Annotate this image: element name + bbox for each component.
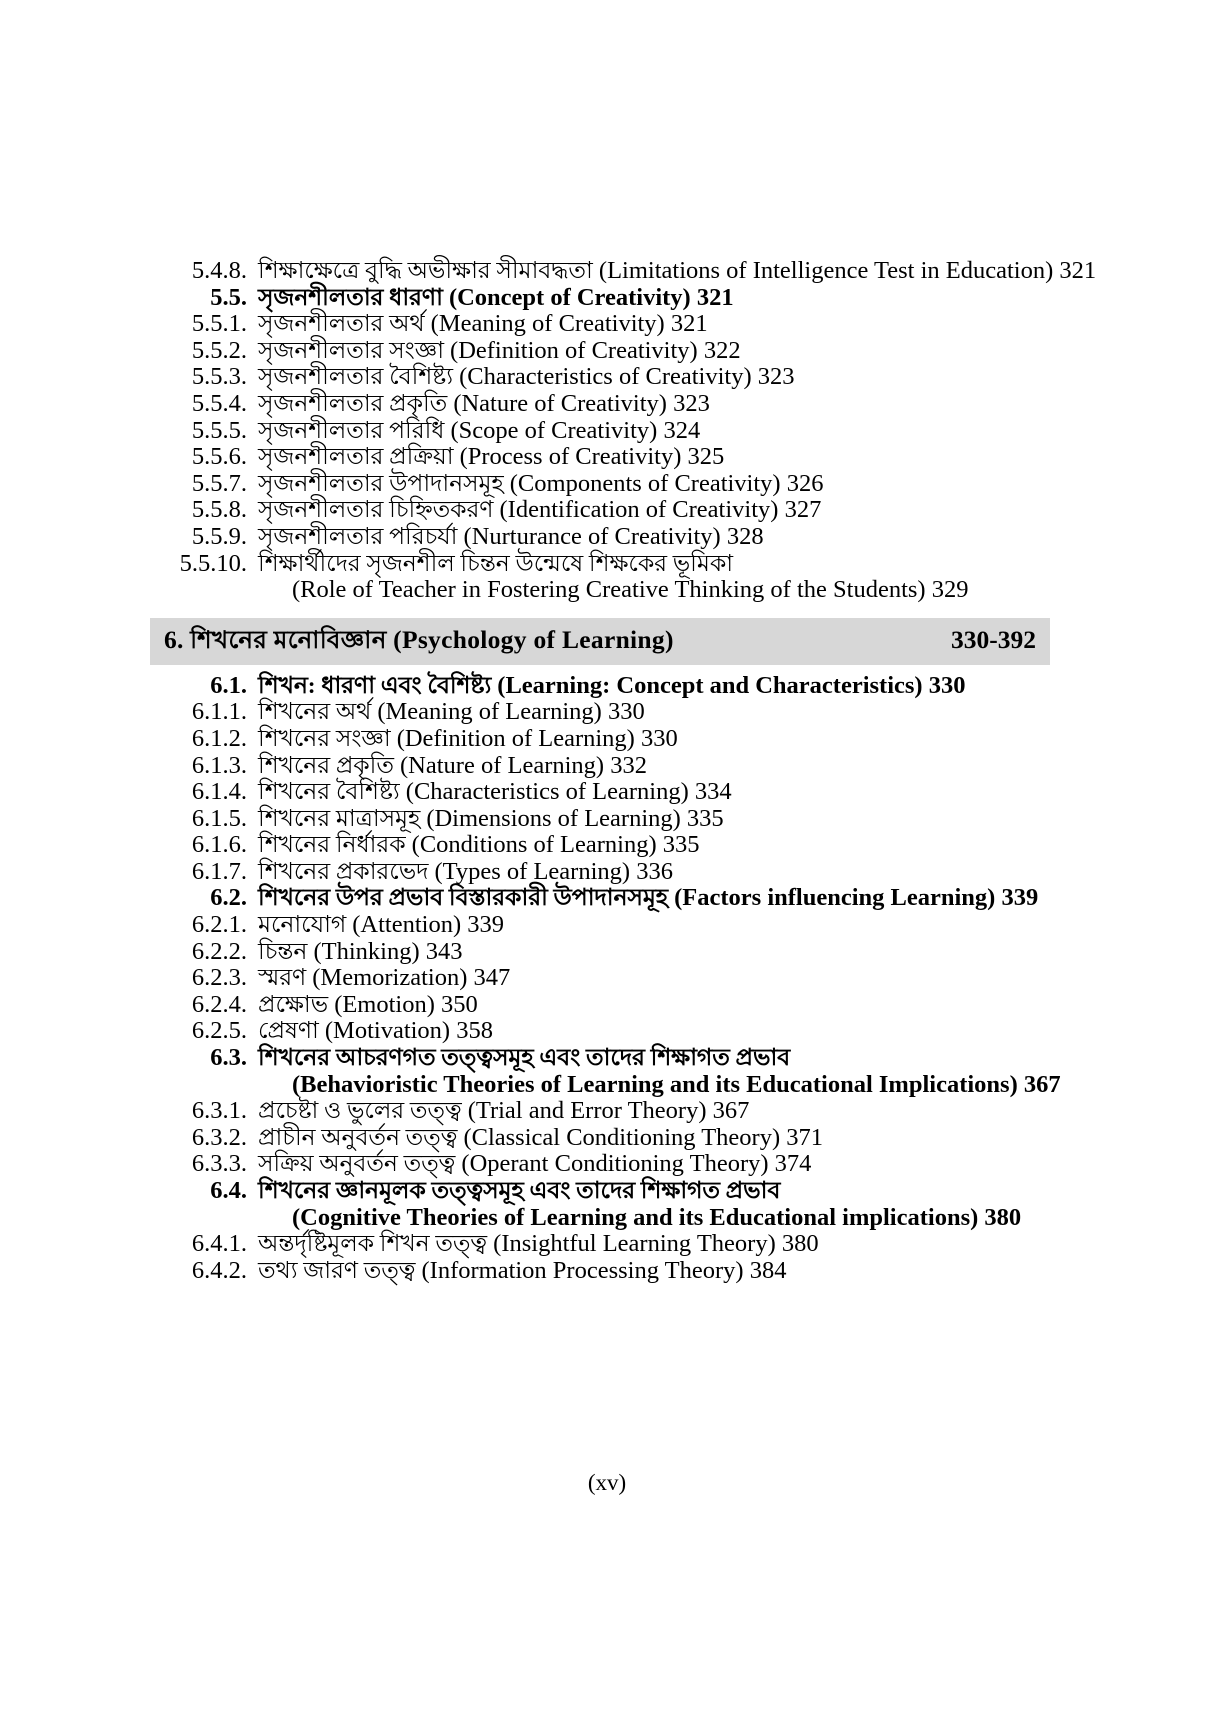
toc-entry-text [258,779,1060,806]
toc-entry-page: 335 [686,804,724,832]
toc-entry-number: 6.4.2. [191,1256,247,1284]
toc-entry-number: 5.4.8. [191,257,247,284]
toc-entry [150,699,1060,726]
toc-entry-number: 6.2.2. [191,937,247,965]
toc-entry-bengali: শিখনের প্রকারভেদ [258,858,429,885]
toc-entry-continuation [150,577,1060,604]
toc-entry-text [258,258,1096,285]
toc-entry-bengali: শিখনের উপর প্রভাব বিস্তারকারী উপাদানসমূহ [258,885,669,912]
toc-entry [150,311,1060,338]
toc-entry-english: (Motivation) [324,1017,451,1045]
toc-entry-bengali: প্রক্ষোভ [258,991,329,1018]
toc-entry-page: 339 [1001,884,1039,912]
toc-entry-number: 5.5.4. [191,389,247,417]
toc-entry-bengali: অন্তর্দৃষ্টিমূলক শিখন তত্ত্ব [258,1231,488,1258]
toc-entry-english: (Emotion) [334,990,435,1018]
toc-entry-page: 367 [712,1097,750,1125]
toc-entry-english: (Dimensions of Learning) [426,804,681,832]
toc-entry-text [258,524,1060,551]
toc-entry [150,1125,1060,1152]
toc-entry-text [258,551,1060,578]
toc-entry-group-chapter6 [150,673,1060,1285]
toc-entry-english: (Classical Conditioning Theory) [463,1123,781,1151]
toc-entry-bengali: স্মরণ [258,965,307,992]
toc-entry-text [258,965,1060,992]
toc-entry-number: 5.5.3. [191,363,247,391]
toc-entry-bengali: শিখনের সংজ্ঞা [258,725,391,752]
toc-entry-english: (Components of Creativity) [509,469,781,497]
toc-entry-text [258,992,1060,1019]
toc-entry [150,939,1060,966]
toc-entry-english: (Learning: Concept and Characteristics) [497,671,923,699]
toc-entry-english: (Nature of Learning) [400,751,605,779]
toc-entry-number: 6.2.3. [191,964,247,992]
toc-entry-bengali: সৃজনশীলতার পরিধি [258,417,445,444]
toc-entry-number: 5.5. [210,283,247,311]
toc-entry-text [258,912,1060,939]
toc-entry-page: 321 [1059,257,1097,284]
toc-entry-page: 323 [757,363,795,391]
toc-entry [150,992,1060,1019]
toc-entry-english: (Process of Creativity) [459,443,682,471]
toc-entry [150,551,1060,578]
toc-entry [150,1045,1060,1072]
toc-entry-text [258,1178,1060,1205]
toc-entry-english: (Insightful Learning Theory) [493,1230,776,1258]
toc-entry-text [258,391,1060,418]
toc-entry-number: 6.3.2. [191,1123,247,1151]
toc-entry-page: 330 [607,698,645,726]
toc-entry-text [258,497,1060,524]
toc-entry-number: 5.5.6. [191,443,247,471]
toc-entry [150,726,1060,753]
toc-entry-page: 325 [687,443,725,471]
toc-entry-bengali: শিখনের অর্থ [258,699,372,726]
toc-entry [150,471,1060,498]
toc-entry-page: 350 [441,990,478,1018]
toc-entry-number: 6.4.1. [191,1230,247,1258]
toc-entry-text [258,471,1060,498]
toc-entry-text [258,285,1060,312]
toc-entry [150,497,1060,524]
toc-entry-number: 6.3. [210,1044,247,1072]
toc-entry-number: 5.5.1. [191,310,247,338]
toc-entry-number: 6.1.4. [191,778,247,806]
toc-entry-bengali: সৃজনশীলতার প্রকৃতি [258,390,448,417]
toc-entry [150,1258,1060,1285]
toc-entry-english: (Concept of Creativity) [448,283,691,311]
toc-entry-page: 324 [663,416,701,444]
toc-entry-text [258,806,1060,833]
toc-entry-continuation-spacer [150,1072,258,1099]
toc-entry-number: 6.1.2. [191,724,247,752]
toc-entry-bengali: সৃজনশীলতার সংজ্ঞা [258,337,444,364]
toc-entry-bengali: প্রেষণা [258,1018,319,1045]
toc-entry-page: 371 [786,1123,823,1151]
toc-entry-english: (Identification of Creativity) [499,496,779,524]
toc-entry-continuation-text: (Behavioristic Theories of Learning and its Educational Implications) 367 [292,1070,1061,1098]
toc-entry [150,1018,1060,1045]
toc-entry-page: 358 [456,1017,493,1045]
toc-entry-english: (Characteristics of Learning) [405,778,689,806]
toc-entry [150,885,1060,912]
toc-entry-bengali: প্রাচীন অনুবর্তন তত্ত্ব [258,1124,458,1151]
toc-entry-bengali: শিখনের বৈশিষ্ট্য [258,779,400,806]
chapter-heading-title [164,625,674,656]
toc-entry-page: 380 [781,1230,819,1258]
toc-entry-page: 321 [670,310,708,338]
toc-entry-text [258,885,1060,912]
chapter-title-bengali: শিখনের মনোবিজ্ঞান [190,626,387,654]
toc-entry-number: 5.5.8. [191,496,247,524]
toc-entry-bengali: সৃজনশীলতার বৈশিষ্ট্য [258,364,453,391]
toc-entry-english: (Meaning of Learning) [377,698,602,726]
toc-entry [150,444,1060,471]
toc-entry-number: 6.3.1. [191,1097,247,1125]
toc-entry-bengali: শিখনের জ্ঞানমূলক তত্ত্বসমূহ এবং তাদের শিক্ষাগত প্রভাব [258,1178,781,1204]
toc-entry-page: 374 [774,1150,812,1178]
toc-entry-bengali: শিখনের প্রকৃতি [258,752,394,779]
toc-entry-page: 343 [425,937,463,965]
toc-entry-bengali: শিখনের মাত্রাসমূহ [258,805,421,832]
toc-entry-number: 6.1.7. [191,857,247,885]
toc-entry-english: (Factors influencing Learning) [674,884,996,912]
toc-entry-text [258,1258,1060,1285]
toc-entry [150,806,1060,833]
toc-entry-page: 328 [726,522,764,550]
toc-entry-continuation [150,1205,1060,1232]
toc-entry-text [258,753,1060,780]
toc-entry-bengali: শিখনের আচরণগত তত্ত্বসমূহ এবং তাদের শিক্ষাগত প্রভাব [258,1045,791,1072]
toc-entry-bengali: শিখন: ধারণা এবং বৈশিষ্ট্য [258,672,492,699]
toc-entry-bengali: সৃজনশীলতার উপাদানসমূহ [258,470,504,497]
toc-entry-page: 347 [473,964,511,992]
toc-entry [150,832,1060,859]
toc-entry-text [258,939,1060,966]
toc-entry-page: 321 [696,283,734,311]
toc-entry-text [258,311,1060,338]
toc-entry-number: 6.2.5. [191,1017,247,1045]
toc-entry-text [258,444,1060,471]
toc-entry-english: (Attention) [352,911,462,939]
toc-entry-continuation-text: (Role of Teacher in Fostering Creative Thinking of the Students) 329 [292,576,969,604]
toc-entry [150,285,1060,312]
page-folio: (xv) [587,1470,627,1495]
toc-entry-english: (Operant Conditioning Theory) [461,1150,769,1178]
toc-entry-number: 6.3.3. [191,1150,247,1178]
toc-entry-bengali: প্রচেষ্টা ও ভুলের তত্ত্ব [258,1098,462,1125]
toc-entry-english: (Limitations of Intelligence Test in Education) [598,257,1054,284]
chapter-number: 6. [164,624,184,654]
toc-entry [150,1231,1060,1258]
toc-entry [150,364,1060,391]
toc-entry-page: 336 [636,857,673,885]
toc-entry-bengali: মনোযোগ [258,912,347,939]
toc-entry [150,779,1060,806]
toc-entry [150,1151,1060,1178]
toc-content [150,257,1097,1284]
toc-entry-english: (Meaning of Creativity) [430,310,665,338]
toc-entry-english: (Definition of Creativity) [450,336,698,364]
toc-entry-page: 322 [703,336,741,364]
toc-entry-number: 6.1.6. [191,831,247,859]
toc-entry [150,753,1060,780]
toc-entry-page: 330 [640,724,678,752]
toc-entry-page: 327 [784,496,822,524]
toc-entry-text [258,699,1060,726]
toc-entry-text [258,726,1060,753]
toc-entry-bengali: সৃজনশীলতার ধারণা [258,284,443,311]
toc-entry-continuation [150,1072,1060,1099]
toc-entry [150,965,1060,992]
toc-entry-number: 5.5.9. [191,522,247,550]
toc-entry-page: 323 [673,389,710,417]
toc-entry-bengali: তথ্য জারণ তত্ত্ব [258,1257,416,1284]
toc-entry-number: 6.2.4. [191,990,247,1018]
toc-entry-text [258,832,1060,859]
toc-entry-text [258,418,1060,445]
toc-entry-page: 326 [786,469,824,497]
toc-entry-number: 5.5.7. [191,469,247,497]
toc-entry-english: (Trial and Error Theory) [467,1097,707,1125]
toc-entry [150,1098,1060,1125]
toc-entry [150,673,1060,700]
toc-entry-text [258,673,1060,700]
toc-entry-text [258,364,1060,391]
toc-entry-number: 5.5.2. [191,336,247,364]
toc-entry-english: (Memorization) [312,964,468,992]
toc-entry-text [258,1151,1060,1178]
toc-entry-english: (Scope of Creativity) [450,416,658,444]
toc-entry-bengali: সৃজনশীলতার প্রক্রিয়া [258,444,454,471]
chapter-title-english: (Psychology of Learning) [393,624,674,654]
toc-entry-number: 6.1.1. [191,698,247,726]
toc-entry [150,418,1060,445]
toc-entry-bengali: শিক্ষার্থীদের সৃজনশীল চিন্তন উন্মেষে শিক্ষকের ভূমিকা [258,550,733,577]
toc-entry-number: 6.1. [210,671,247,699]
toc-entry-page: 332 [610,751,647,779]
toc-entry [150,257,1097,285]
toc-entry-text [258,1045,1060,1072]
toc-entry-number: 6.1.3. [191,751,247,779]
toc-entry-bengali: শিক্ষাক্ষেত্রে বুদ্ধি অভীক্ষার সীমাবদ্ধতা [258,258,593,284]
toc-entry-text [258,1098,1060,1125]
toc-entry-text [258,1125,1060,1152]
chapter-heading-band [150,618,1050,665]
toc-entry-english: (Information Processing Theory) [421,1256,744,1284]
toc-entry-page: 330 [928,671,966,699]
toc-entry-number: 6.1.5. [191,804,247,832]
toc-entry-bengali: সৃজনশীলতার চিহ্নিতকরণ [258,497,494,524]
toc-entry-number: 6.4. [210,1177,247,1204]
toc-entry-number: 5.5.5. [191,416,247,444]
toc-entry-english: (Types of Learning) [434,857,631,885]
toc-entry-group-chapter5 [150,257,1097,604]
toc-entry-bengali: শিখনের নির্ধারক [258,832,406,859]
toc-entry-bengali: চিন্তন [258,938,308,965]
toc-entry-english: (Thinking) [313,937,420,965]
toc-entry-page: 339 [467,911,505,939]
toc-entry-continuation-text: (Cognitive Theories of Learning and its Educational implications) 380 [292,1203,1022,1231]
toc-entry-number: 6.2. [210,884,247,912]
toc-entry-english: (Conditions of Learning) [411,831,657,859]
toc-entry-page: 384 [749,1256,787,1284]
toc-entry-english: (Definition of Learning) [396,724,635,752]
toc-entry-text [258,859,1060,886]
toc-entry-page: 335 [662,831,700,859]
toc-entry-english: (Nature of Creativity) [453,389,667,417]
toc-entry-text [258,1018,1060,1045]
chapter-page-range: 330-392 [951,624,1036,654]
toc-entry-continuation-spacer [150,1205,258,1232]
toc-entry-text [258,338,1060,365]
toc-entry-page: 334 [694,778,732,806]
toc-entry-number: 5.5.10. [179,549,247,577]
toc-entry-number: 6.2.1. [191,911,247,939]
toc-entry [150,1178,1060,1205]
toc-entry [150,338,1060,365]
toc-entry-bengali: সৃজনশীলতার অর্থ [258,311,425,338]
toc-entry-english: (Nurturance of Creativity) [463,522,721,550]
toc-entry-text [258,1231,1060,1258]
toc-entry [150,524,1060,551]
toc-entry [150,912,1060,939]
toc-entry [150,859,1060,886]
toc-entry [150,391,1060,418]
toc-entry-continuation-spacer [150,577,258,604]
toc-entry-bengali: সক্রিয় অনুবর্তন তত্ত্ব [258,1151,456,1178]
toc-entry-bengali: সৃজনশীলতার পরিচর্যা [258,523,458,550]
toc-entry-english: (Characteristics of Creativity) [459,363,752,391]
